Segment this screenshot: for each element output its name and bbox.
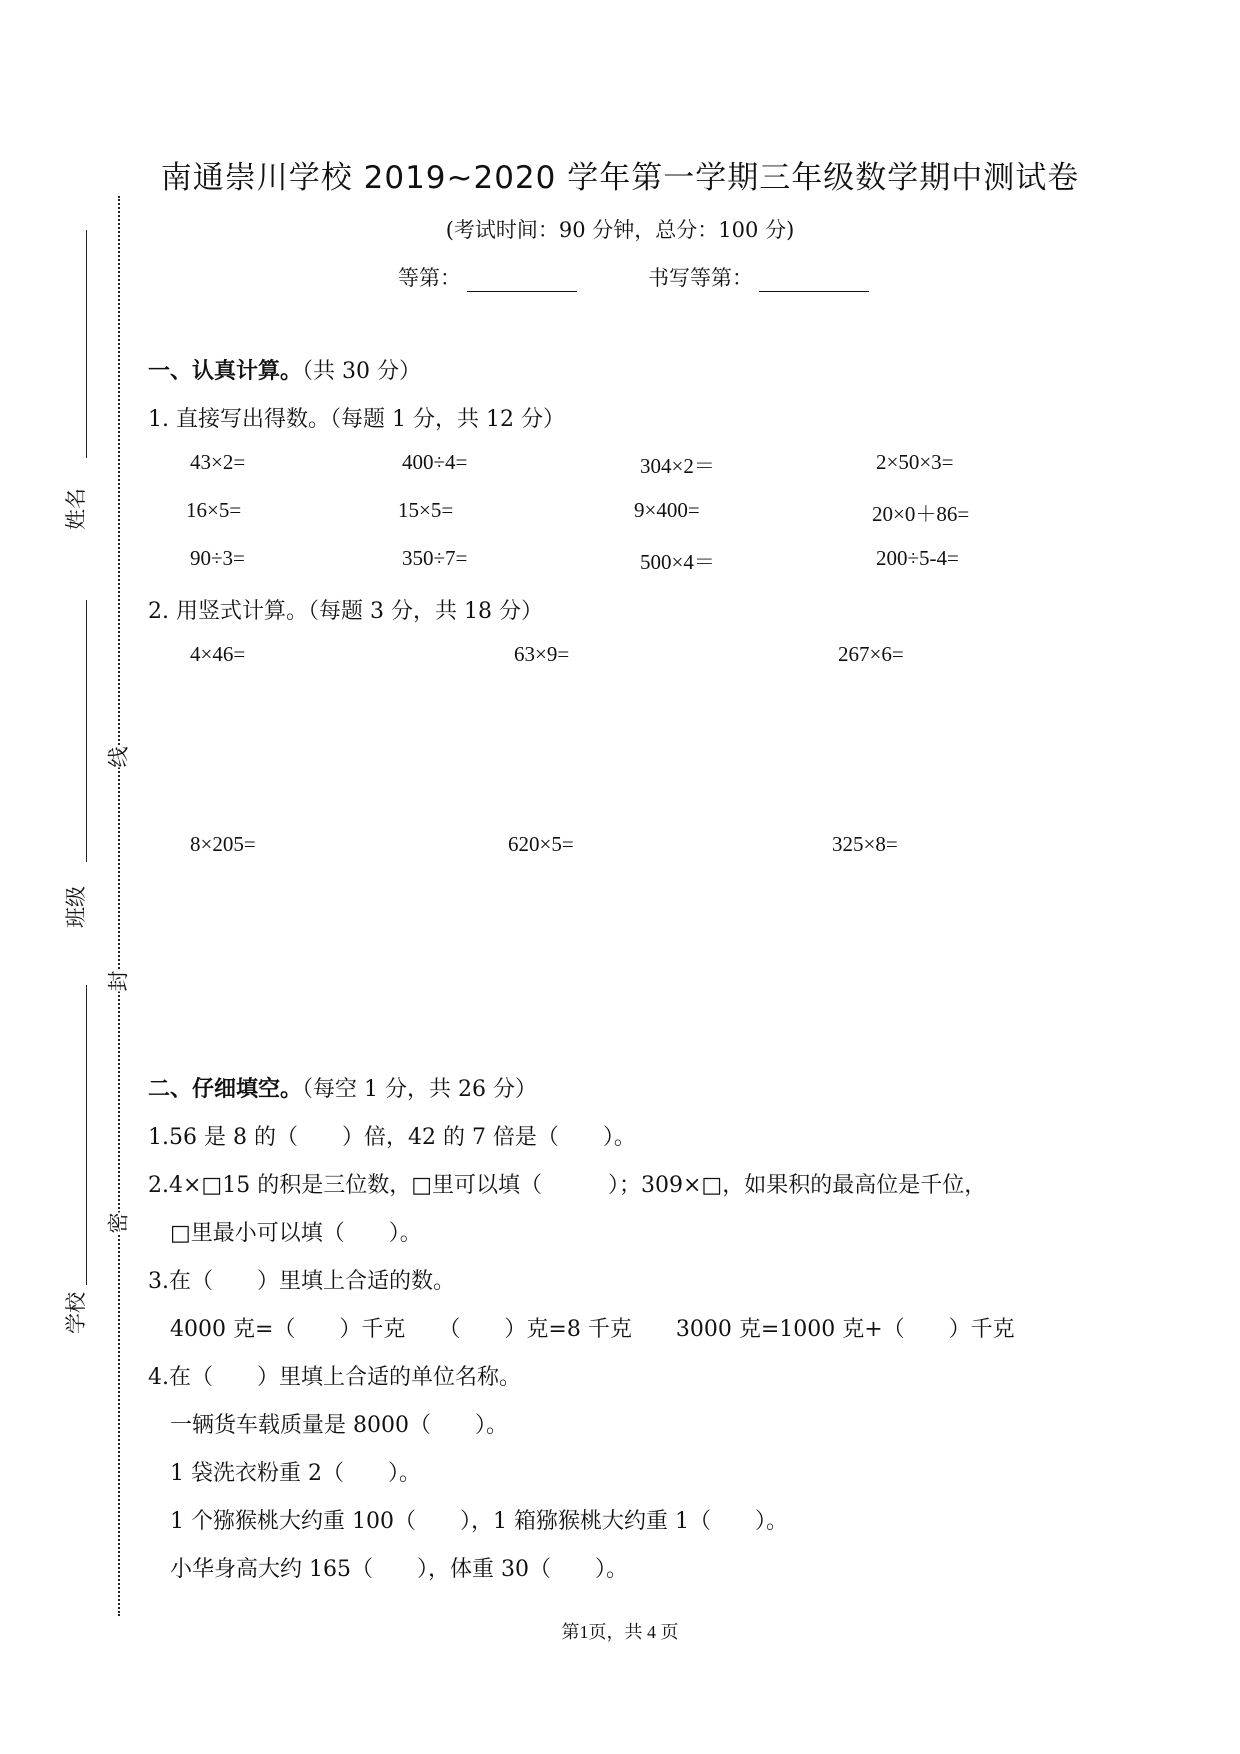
q1-item: 20×0＋86= bbox=[872, 502, 970, 526]
q1-item: 200÷5-4= bbox=[876, 546, 959, 570]
grade-label: 等第： bbox=[398, 266, 461, 290]
section-1-heading bbox=[148, 354, 421, 385]
writing-grade-field bbox=[648, 262, 869, 292]
school-blank-line bbox=[86, 985, 87, 1285]
fill-question: 3.在（ ）里填上合适的数。 bbox=[148, 1269, 455, 1294]
fill-question: 1 袋洗衣粉重 2（ ）。 bbox=[148, 1461, 421, 1486]
q1-item: 90÷3= bbox=[190, 546, 245, 570]
name-blank-line bbox=[86, 230, 87, 458]
q1-item: 350÷7= bbox=[402, 546, 468, 570]
section-2-heading bbox=[148, 1072, 537, 1103]
grade-blank[interactable] bbox=[467, 267, 577, 292]
q2-item: 63×9= bbox=[514, 642, 570, 666]
q2-item: 4×46= bbox=[190, 642, 246, 666]
q1-item: 2×50×3= bbox=[876, 450, 954, 474]
q2-item: 8×205= bbox=[190, 832, 256, 856]
q1-item: 9×400= bbox=[634, 498, 700, 522]
q2-item: 620×5= bbox=[508, 832, 574, 856]
fill-question: □里最小可以填（ ）。 bbox=[148, 1221, 422, 1246]
seal-char-secret: 密 bbox=[99, 1213, 137, 1234]
writing-grade-label: 书写等第： bbox=[648, 266, 753, 290]
section-2-title: 二、仔细填空。 bbox=[148, 1076, 303, 1102]
q2-item: 325×8= bbox=[832, 832, 898, 856]
page-number: 第1页，共 4 页 bbox=[561, 1622, 679, 1642]
exam-subtitle: (考试时间：90 分钟，总分：100 分) bbox=[445, 218, 795, 242]
q1-item: 15×5= bbox=[398, 498, 454, 522]
fill-question: 2.4×□15 的积是三位数，□里可以填（ ）；309×□，如果积的最高位是千位， bbox=[148, 1173, 987, 1198]
fill-question: 1 个猕猴桃大约重 100（ ），1 箱猕猴桃大约重 1（ ）。 bbox=[148, 1509, 788, 1534]
q2-item: 267×6= bbox=[838, 642, 904, 666]
seal-char-line: 线 bbox=[99, 747, 137, 768]
school-label: 学校 bbox=[64, 1292, 88, 1334]
fill-question: 4.在（ ）里填上合适的单位名称。 bbox=[148, 1365, 521, 1390]
q1-item: 304×2＝ bbox=[640, 454, 715, 478]
grade-field bbox=[398, 262, 577, 292]
section-1-points: （共 30 分） bbox=[302, 359, 421, 384]
q1-item: 400÷4= bbox=[402, 450, 468, 474]
q1-item: 43×2= bbox=[190, 450, 246, 474]
binding-dotted-line bbox=[118, 196, 120, 1616]
section-1-title: 一、认真计算。 bbox=[148, 358, 303, 384]
fill-question: 4000 克=（ ）千克 （ ）克=8 千克 3000 克=1000 克+（ ）千克 bbox=[148, 1317, 1015, 1342]
q1-label: 1. 直接写出得数。（每题 1 分，共 12 分） bbox=[148, 407, 565, 432]
fill-question: 小华身高大约 165（ ），体重 30（ ）。 bbox=[148, 1557, 628, 1582]
class-blank-line bbox=[86, 600, 87, 862]
section-2-points: （每空 1 分，共 26 分） bbox=[302, 1077, 537, 1102]
fill-question: 一辆货车载质量是 8000（ ）。 bbox=[148, 1413, 508, 1438]
seal-char-seal: 封 bbox=[99, 971, 137, 992]
q2-label: 2. 用竖式计算。（每题 3 分，共 18 分） bbox=[148, 599, 543, 624]
fill-question: 1.56 是 8 的（ ）倍，42 的 7 倍是（ ）。 bbox=[148, 1125, 636, 1150]
class-label: 班级 bbox=[64, 886, 88, 928]
writing-grade-blank[interactable] bbox=[759, 267, 869, 292]
exam-title: 南通崇川学校 2019~2020 学年第一学期三年级数学期中测试卷 bbox=[160, 160, 1080, 196]
name-label: 姓名 bbox=[64, 488, 88, 530]
q1-item: 500×4＝ bbox=[640, 550, 715, 574]
q1-item: 16×5= bbox=[186, 498, 242, 522]
